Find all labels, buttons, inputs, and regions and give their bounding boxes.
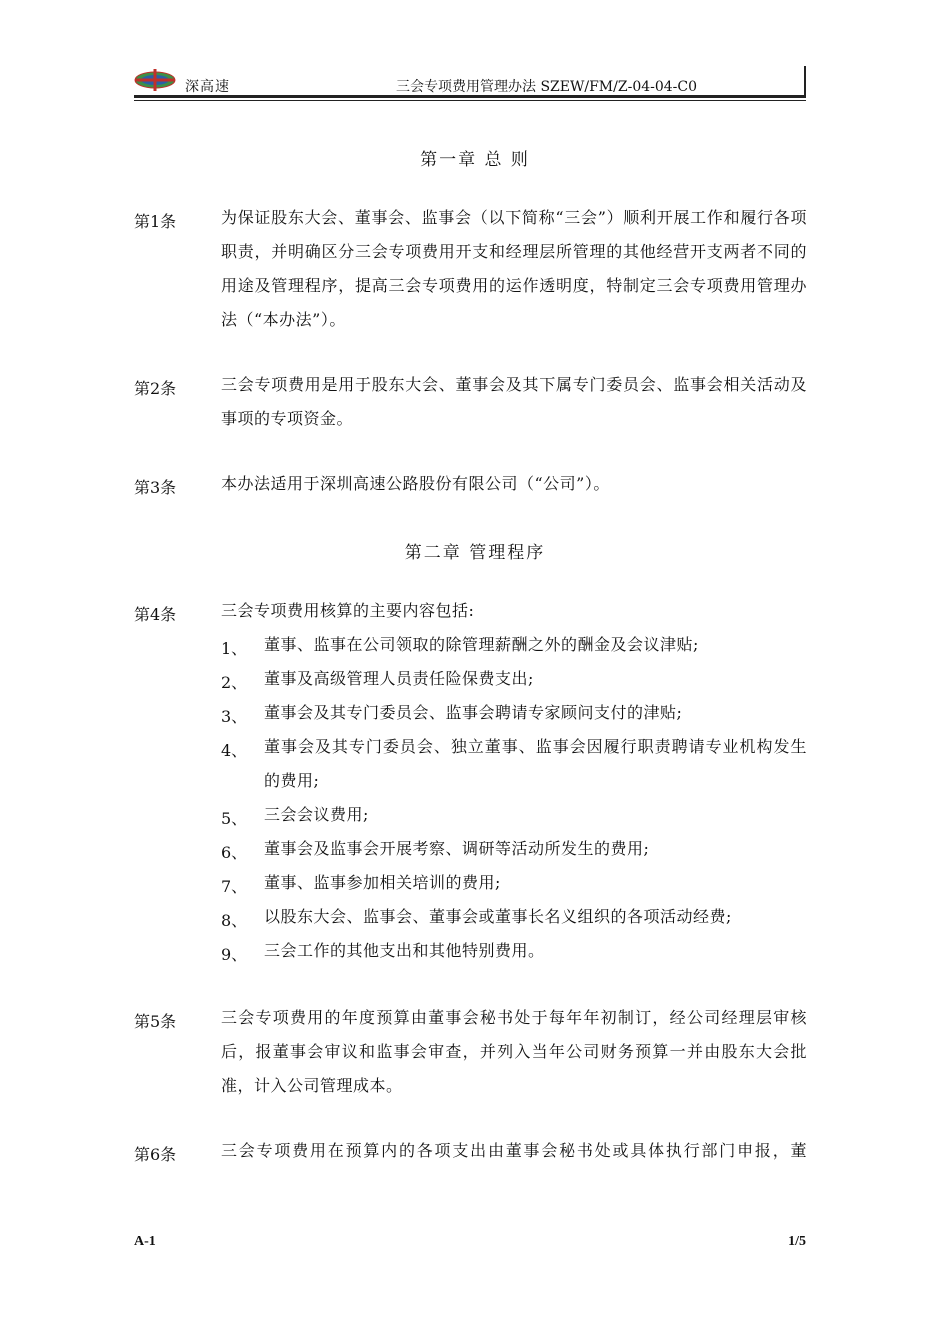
header-thick-rule bbox=[134, 95, 806, 98]
article-number-3: 第3条 bbox=[134, 478, 177, 497]
page-header bbox=[134, 66, 806, 100]
company-name: 深高速 bbox=[185, 79, 230, 95]
list-item-text: 董事会及监事会开展考察、调研等活动所发生的费用; bbox=[264, 839, 650, 858]
article-text-4: 三会专项费用核算的主要内容包括: bbox=[221, 601, 475, 620]
article-number-1: 第1条 bbox=[134, 212, 177, 231]
list-item-text: 董事会及其专门委员会、监事会聘请专家顾问支付的津贴; bbox=[264, 703, 683, 722]
article-text-3: 本办法适用于深圳高速公路股份有限公司（“公司”）。 bbox=[221, 474, 610, 493]
list-item-text: 董事、监事参加相关培训的费用; bbox=[264, 873, 501, 892]
article-text-6: 三会专项费用在预算内的各项支出由董事会秘书处或具体执行部门申报，董 bbox=[221, 1141, 807, 1160]
document-title: 三会专项费用管理办法 SZEW/FM/Z-04-04-C0 bbox=[396, 79, 698, 95]
footer-section-code: A-1 bbox=[134, 1234, 156, 1249]
article-text-1: 为保证股东大会、董事会、监事会（以下简称“三会”）顺利开展工作和履行各项职责，并明确区分三会专项费用开支和经理层所管理的其他经营开支两者不同的用途及管理程序，提高三会专项费用的运作透明度，特制定三会专项费用管理办法（“本办法”）。 bbox=[221, 208, 807, 329]
list-item-text: 三会会议费用; bbox=[264, 805, 369, 824]
list-item-number: 8、 bbox=[221, 911, 248, 930]
article-text-5: 三会专项费用的年度预算由董事会秘书处于每年年初制订，经公司经理层审核后，报董事会审议和监事会审查，并列入当年公司财务预算一并由股东大会批准，计入公司管理成本。 bbox=[221, 1008, 807, 1095]
list-item-text: 董事、监事在公司领取的除管理薪酬之外的酬金及会议津贴; bbox=[264, 635, 699, 654]
article-number-2: 第2条 bbox=[134, 379, 177, 398]
header-thin-rule bbox=[134, 100, 806, 101]
list-item-text: 董事及高级管理人员责任险保费支出; bbox=[264, 669, 534, 688]
list-item-number: 4、 bbox=[221, 741, 248, 760]
list-item-text: 三会工作的其他支出和其他特别费用。 bbox=[264, 941, 545, 960]
article-number-6: 第6条 bbox=[134, 1145, 177, 1164]
article-text-2: 三会专项费用是用于股东大会、董事会及其下属专门委员会、监事会相关活动及事项的专项资金。 bbox=[221, 375, 807, 428]
list-item-number: 9、 bbox=[221, 945, 248, 964]
list-item-number: 1、 bbox=[221, 639, 248, 658]
list-item-text: 董事会及其专门委员会、独立董事、监事会因履行职责聘请专业机构发生的费用; bbox=[264, 737, 807, 790]
chapter-title-1: 第一章 总 则 bbox=[420, 150, 530, 170]
chapter-title-2: 第二章 管理程序 bbox=[404, 543, 546, 563]
header-vertical-rule bbox=[804, 66, 806, 96]
company-logo-icon bbox=[134, 68, 176, 92]
list-item-number: 2、 bbox=[221, 673, 248, 692]
list-item-number: 5、 bbox=[221, 809, 248, 828]
list-item-number: 6、 bbox=[221, 843, 248, 862]
list-item-number: 7、 bbox=[221, 877, 248, 896]
article-number-4: 第4条 bbox=[134, 605, 177, 624]
list-item-number: 3、 bbox=[221, 707, 248, 726]
footer-page-number: 1/5 bbox=[788, 1234, 806, 1249]
list-item-text: 以股东大会、监事会、董事会或董事长名义组织的各项活动经费; bbox=[264, 907, 732, 926]
article-number-5: 第5条 bbox=[134, 1012, 177, 1031]
